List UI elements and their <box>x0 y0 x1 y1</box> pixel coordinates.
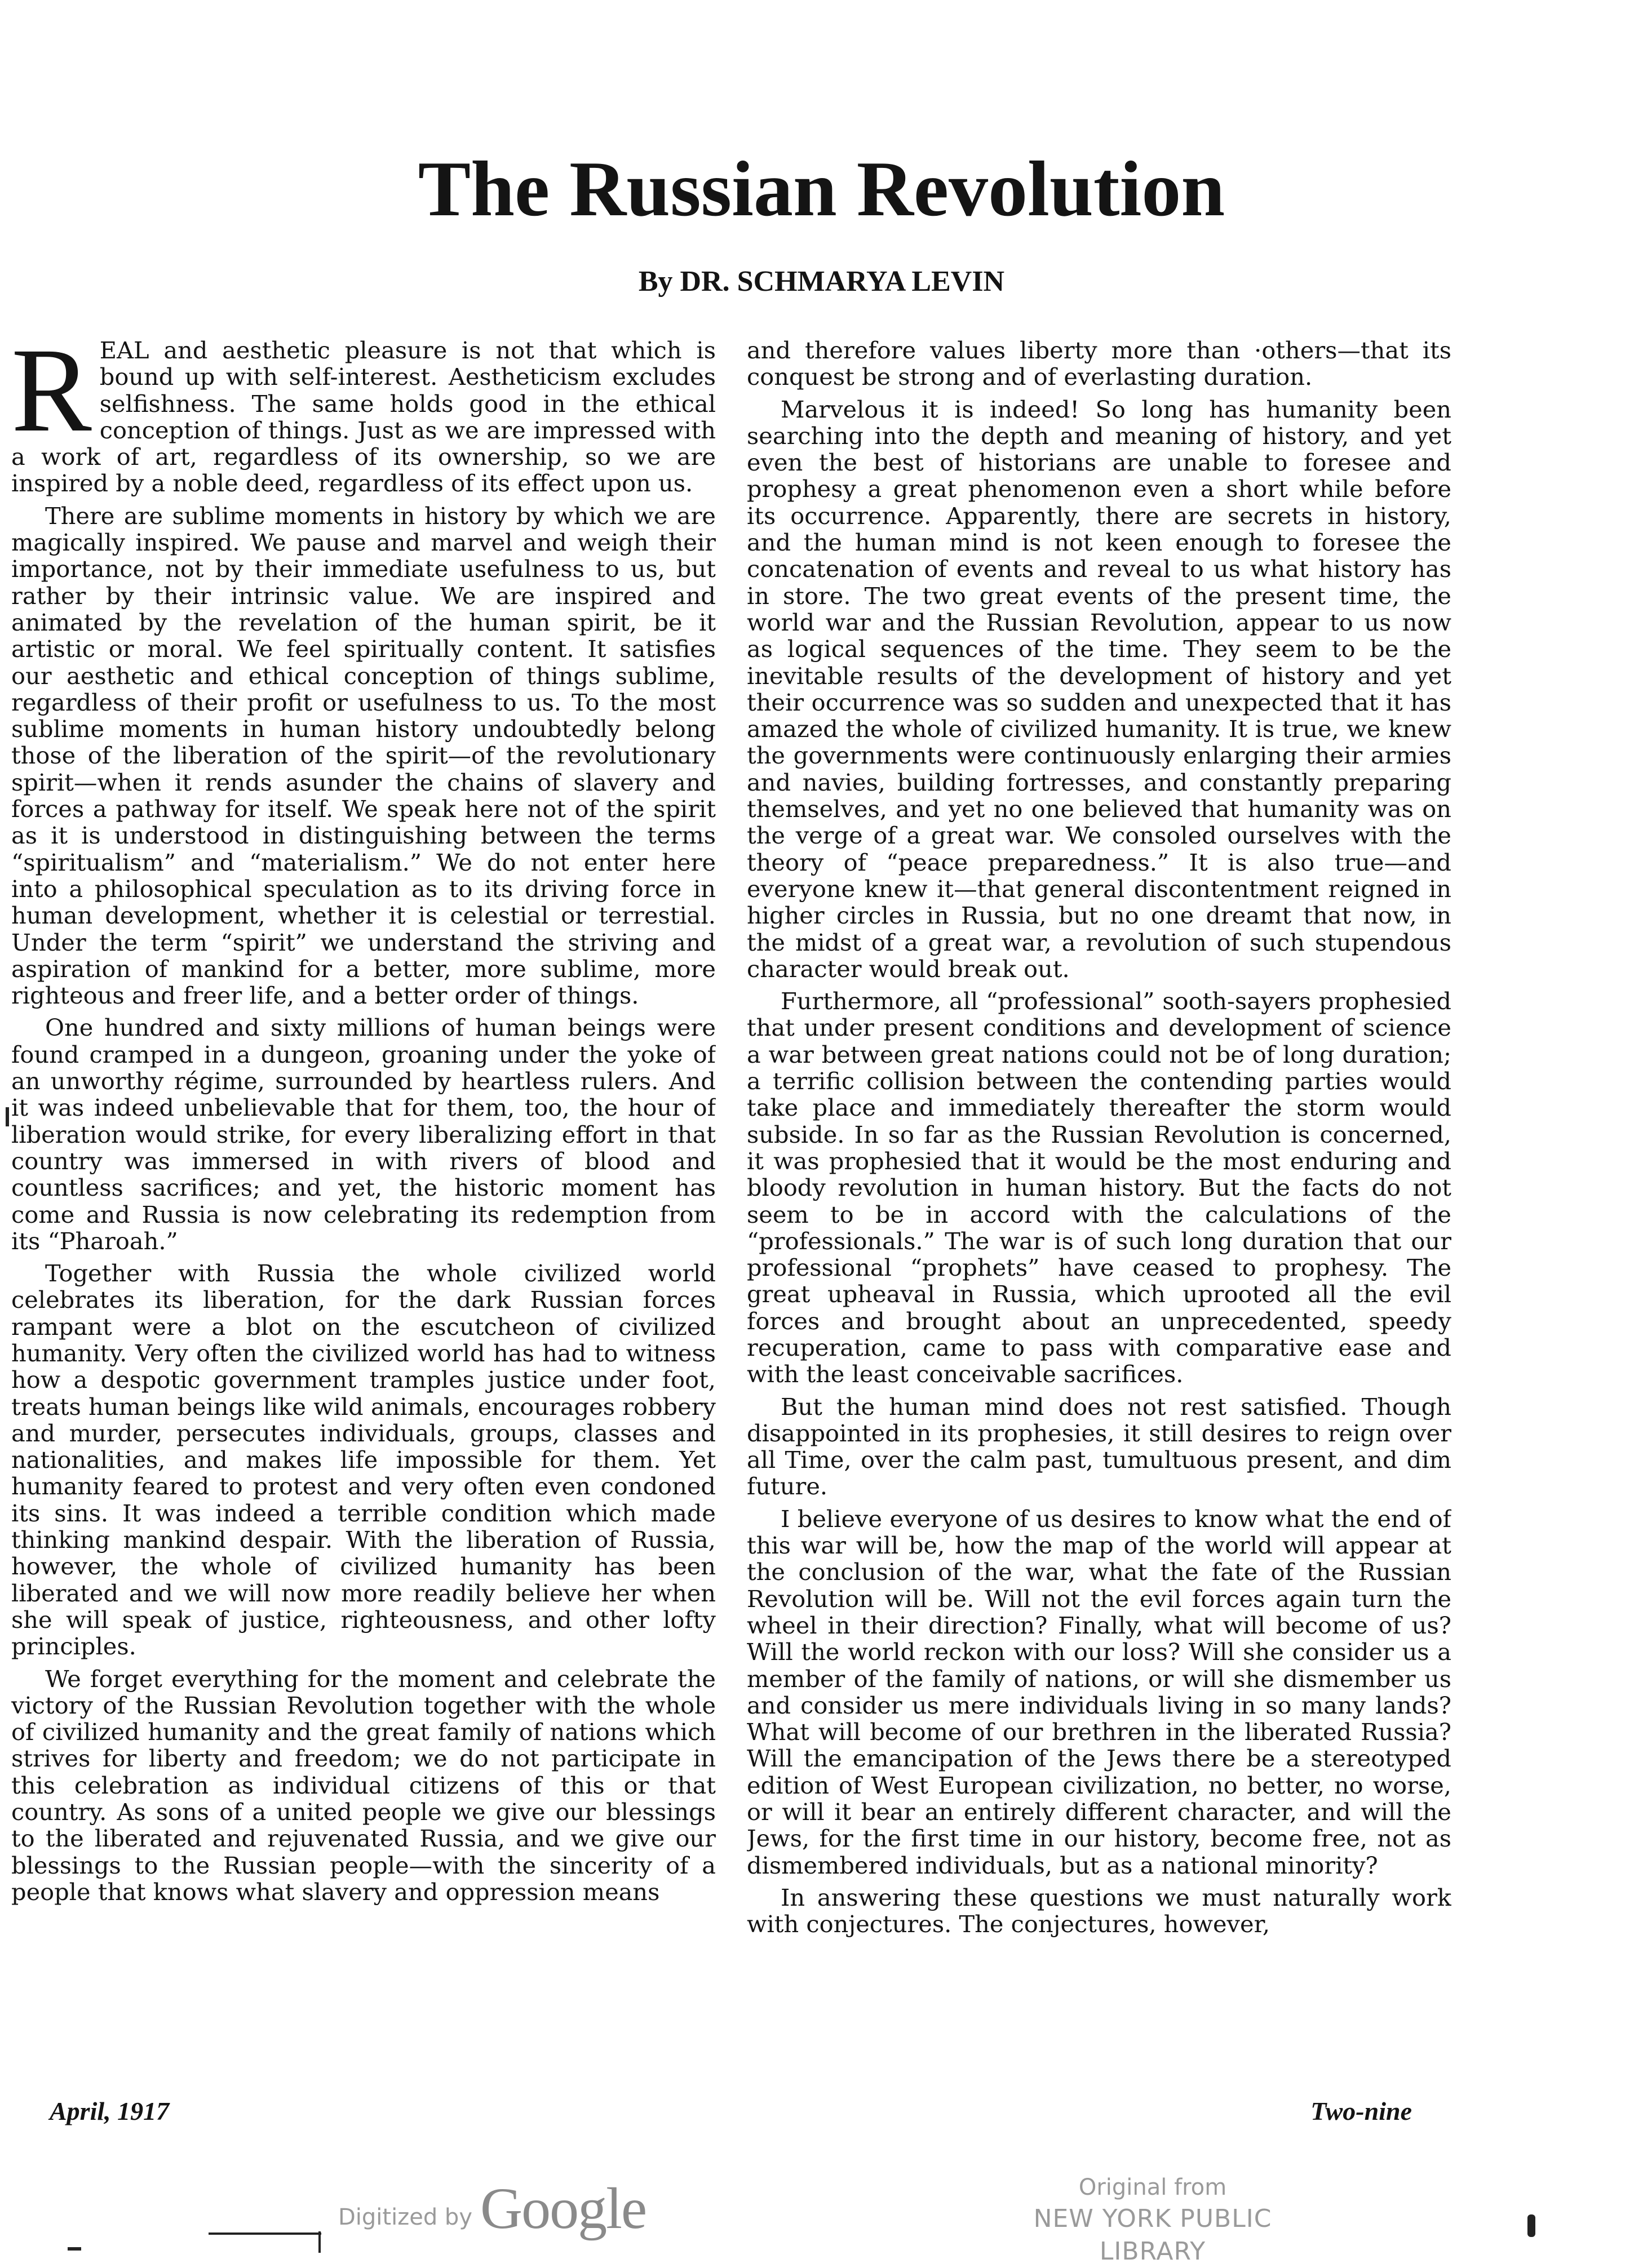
google-logo: Google <box>480 2176 646 2241</box>
scan-mark <box>209 2233 321 2235</box>
paragraph: I believe everyone of us desires to know what the end of this war will be, how the map of the world will appear at the conclusion of the war, what the fate of the Russian Revolution will be. Will not the evil forces again turn the wheel in their direction? Finally, what will become of us? Will the world reckon with our loss? Will she consider us a member of the family of nations, or will she dismember us and consider us mere individuals living in so many lands? What will become of our brethren in the liberated Russia? Will the emancipation of the Jews there be a stereotyped edition of West European civilization, no better, no worse, or will it bear an entirely different character, and will the Jews, for the first time in our history, become free, not as dismembered individuals, but as a national minority? <box>747 1504 1451 1879</box>
paragraph-text: EAL and aesthetic pleasure is not that which is bound up with self-interest. Aestheticism excludes selfishness. The same holds good in the ethical conception of things. Just as we are impressed with a work of art, regardless of its ownership, so we are inspired by a noble deed, regardless of its effect upon us. <box>11 337 716 498</box>
right-column <box>747 337 1451 2072</box>
left-column <box>11 337 716 2072</box>
paragraph: We forget everything for the moment and celebrate the victory of the Russian Revolution together with the whole of civilized humanity and the great family of nations which strives for liberty and freedom; we do not participate in this celebration as individual citizens of this or that country. As sons of a united people we give our blessings to the liberated and rejuvenated Russia, and we give our blessings to the Russian people—with the sincerity of a people that knows what slavery and oppression means <box>11 1665 716 1906</box>
paragraph: Marvelous it is indeed! So long has humanity been searching into the depth and meaning of history, and yet even the best of historians are unable to foresee and prophesy a great phenomenon even a short while before its occurrence. Apparently, there are secrets in history, and the human mind is not keen enough to foresee the concatenation of events and reveal to us what history has in store. The two great events of the present time, the world war and the Russian Revolution, appear to us now as logical sequences of the time. They seem to be the inevitable results of the development of history and yet their occurrence was so sudden and unexpected that it has amazed the whole of civilized humanity. It is true, we knew the governments were continuously enlarging their armies and navies, building fortresses, and constantly preparing themselves, and yet no one believed that humanity was on the verge of a great war. We consoled ourselves with the theory of “peace preparedness.” It is also true—and everyone knew it—that general discontentment reigned in higher circles in Russia, but no one dreamt that now, in the midst of a great war, a revolution of such stupendous character would break out. <box>747 395 1451 983</box>
scan-mark <box>1527 2214 1535 2237</box>
drop-cap: R <box>11 337 92 457</box>
library-name: NEW YORK PUBLIC LIBRARY <box>1033 2204 1272 2266</box>
article-byline: By DR. SCHMARYA LEVIN <box>638 265 1005 298</box>
paragraph: But the human mind does not rest satisfied. Though disappointed in its prophesies, it still desires to reign over all Time, over the calm past, tumultuous present, and dim future. <box>747 1392 1451 1501</box>
digitized-label: Digitized by <box>338 2204 472 2230</box>
paragraph: One hundred and sixty millions of human beings were found cramped in a dungeon, groaning under the yoke of an unworthy régime, surrounded by heartless rulers. And it was indeed unbelievable that for them, too, the hour of liberation would strike, for every liberalizing effort in that country was immersed in with rivers of blood and countless sacrifices; and yet, the historic moment has come and Russia is now celebrating its redemption from its “Pharoah.” <box>11 1014 716 1255</box>
paragraph: In answering these questions we must naturally work with conjectures. The conjectures, however, <box>747 1883 1451 1938</box>
scan-mark <box>6 1107 9 1126</box>
paragraph: and therefore values liberty more than ·others—that its conquest be strong and of everlasting duration. <box>747 337 1451 391</box>
paragraph: There are sublime moments in history by which we are magically inspired. We pause and marvel and weigh their importance, not by their immediate usefulness to us, but rather by their intrinsic value. We are inspired and animated by the revelation of the human spirit, be it artistic or moral. We feel spiritually content. It satisfies our aesthetic and ethical conception of things sublime, regardless of their profit or usefulness to us. To the most sublime moments in human history undoubtedly belong those of the liberation of the spirit—of the revolutionary spirit—when it rends asunder the chains of slavery and forces a pathway for itself. We speak here not of the spirit as it is understood in distinguishing between the terms “spiritualism” and “materialism.” We do not enter here into a philosophical speculation as to its driving force in human development, whether it is celestial or terrestial. Under the term “spirit” we understand the striving and aspiration of mankind for a better, more sublime, more righteous and freer life, and a better order of things. <box>11 501 716 1010</box>
paragraph: Together with Russia the whole civilized world celebrates its liberation, for the dark Russian forces rampant were a blot on the escutcheon of civilized humanity. Very often the civilized world has had to witness how a despotic government tramples justice under foot, treats human beings like wild animals, encourages robbery and murder, persecutes individuals, groups, classes and nationalities, and makes life impossible for them. Yet humanity feared to protest and very often even condoned its sins. It was indeed a terrible condition which made thinking mankind despair. With the liberation of Russia, however, the whole of civilized humanity has been liberated and we will now more readily believe her when she will speak of justice, righteousness, and other lofty principles. <box>11 1259 716 1661</box>
footer-date: April, 1917 <box>50 2097 170 2125</box>
article-title: The Russian Revolution <box>418 145 1225 233</box>
paragraph <box>11 337 716 497</box>
footer-page-number: Two-nine <box>1310 2097 1412 2125</box>
scan-mark <box>318 2231 321 2253</box>
scan-mark <box>68 2247 81 2251</box>
paragraph: Furthermore, all “professional” sooth-sayers prophesied that under present conditions and development of science a war between great nations could not be of long duration; a terrific collision between the contending parties would take place and immediately thereafter the storm would subside. In so far as the Russian Revolution is concerned, it was prophesied that it would be the most enduring and bloody revolution in human history. But the facts do not seem to be in accord with the calculations of the “professionals.” The war is of such long duration that our professional “prophets” have ceased to prophesy. The great upheaval in Russia, which uprooted all the evil forces and brought about an unprecedented, speedy recuperation, came to pass with comparative ease and with the least conceivable sacrifices. <box>747 987 1451 1388</box>
original-from-label: Original from <box>1078 2174 1227 2200</box>
digitized-by-watermark <box>338 2176 646 2241</box>
